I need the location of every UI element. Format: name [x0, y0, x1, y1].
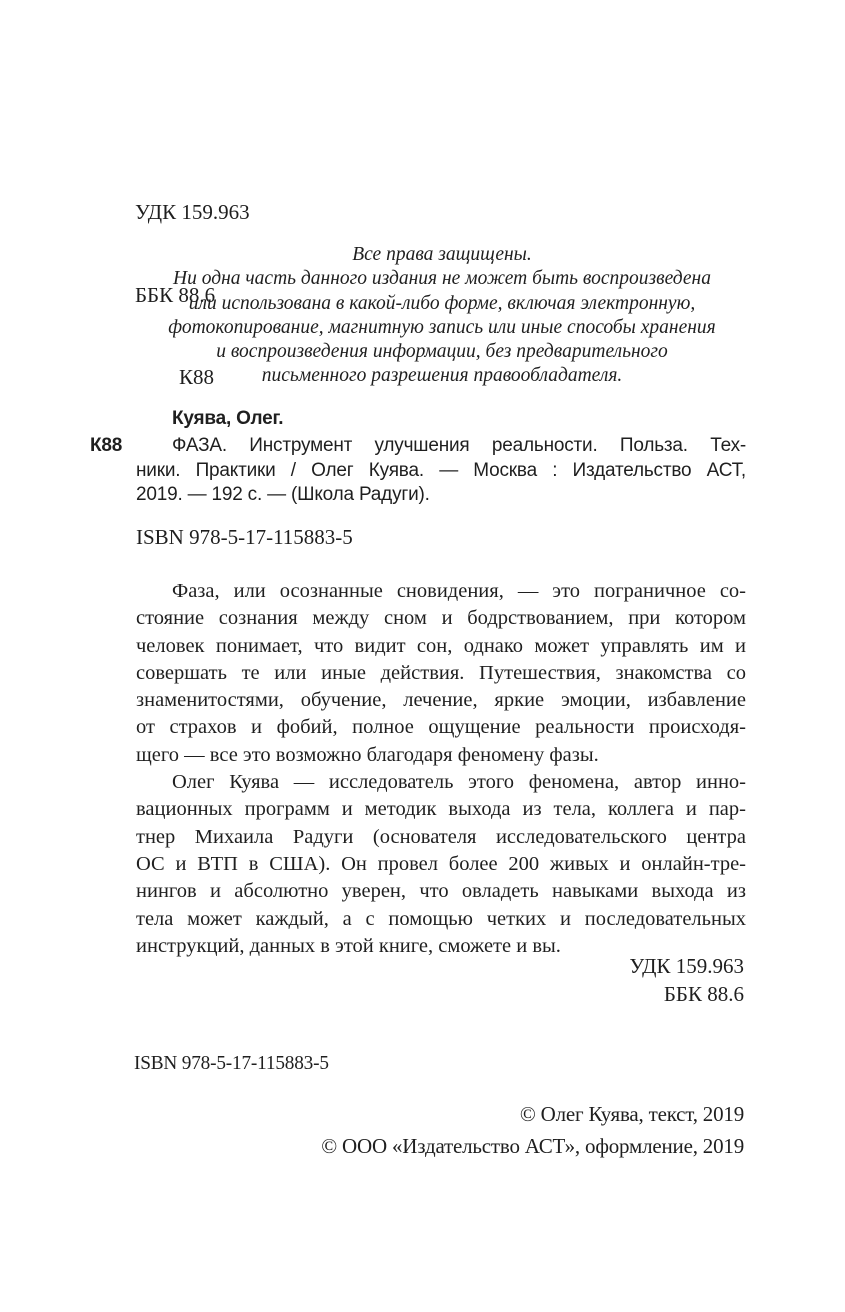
annotation — [136, 578, 746, 960]
catalog-entry — [90, 407, 746, 507]
annotation-paragraph-1: Фаза, или осознанные сновидения, — это пограничное со- стояние сознания между сном и бодрствованием, при котором человек понимает, что видит сон, однако может управлять им и совершать те или иные действия. Путешествия, знакомства со знаменитостями, обучение, лечение, яркие эмоции, избавление от страхов и фобий, полное ощущение реальности происходя- щего — все это возможно благодаря феномену фазы. — [136, 580, 746, 766]
isbn-bottom: ISBN 978-5-17-115883-5 — [134, 1052, 329, 1074]
udk-code: УДК 159.963 — [135, 200, 250, 224]
rights-notice: Все права защищены. Ни одна часть данного издания не может быть воспроизведена или использована в какой-либо форме, включая электронную, фотокопирование, магнитную запись или иные способы хранения и воспроизведения информации, без предварительного письменного разрешения правообладателя. — [168, 244, 716, 387]
author-code: К88 — [179, 365, 215, 389]
copyright-lines: © Олег Куява, текст, 2019 © ООО «Издательство АСТ», оформление, 2019 — [321, 1102, 744, 1158]
isbn-top: ISBN 978-5-17-115883-5 — [136, 525, 353, 549]
footer-codes — [629, 953, 744, 1008]
catalog-description: ФАЗА. Инструмент улучшения реальности. Польза. Тех- ники. Практики / Олег Куява. — Москва : Издательство АСТ, 2019. — 192 с. — (Школа Радуги). — [136, 435, 746, 505]
footer-bbk-code: ББК 88.6 — [663, 981, 744, 1006]
catalog-author-code: К88 — [90, 435, 123, 457]
catalog-author-heading: Куява, Олег. — [172, 408, 284, 429]
bbk-code: ББК 88.6 — [135, 282, 216, 307]
annotation-paragraph-2: Олег Куява — исследователь этого феномена, автор инно- вационных программ и методик выхода из тела, коллега и пар- тнер Михаила Радуги (основателя исследовательского центра ОС и ВТП в США). Он провел более 200 живых и онлайн-тре- нингов и абсолютно уверен, что овладеть навыками выхода из тела может каждый, а с помощью четких и последовательных инструкций, данных в этой книге, сможете и вы. — [136, 771, 746, 957]
footer-udk-code: УДК 159.963 — [629, 954, 744, 978]
catalog-paragraph — [90, 434, 746, 507]
